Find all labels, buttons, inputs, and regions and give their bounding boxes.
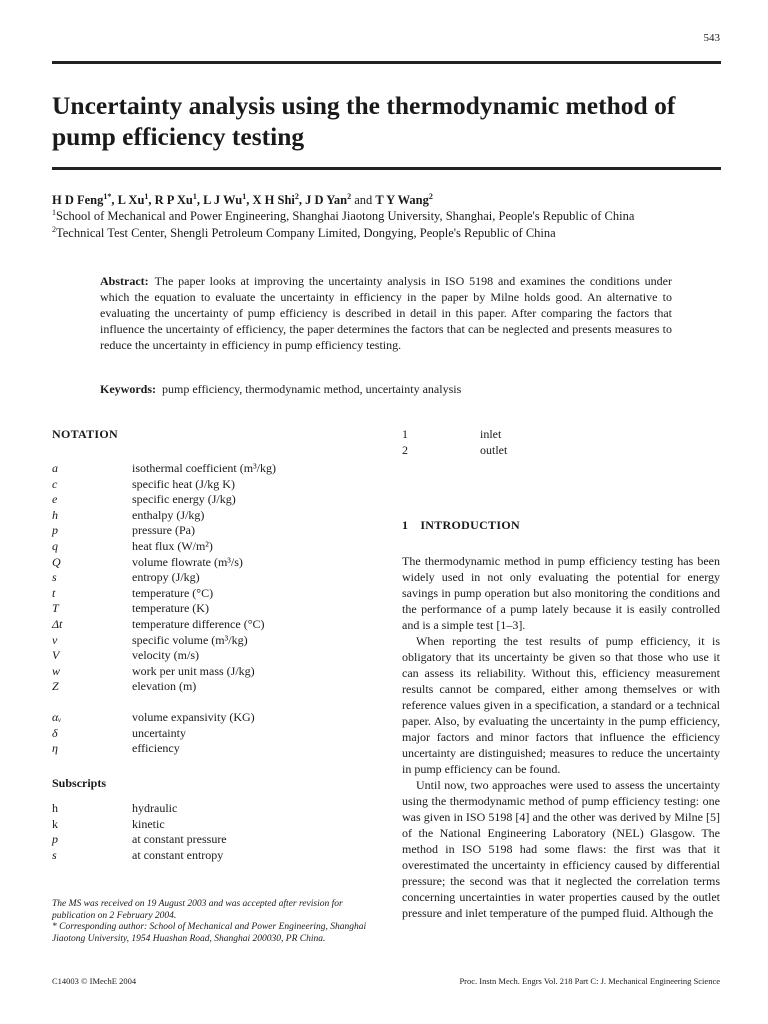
notation-symbol: 1 [402,427,408,441]
author-marker: 2 [294,191,299,201]
notation-row [52,523,372,539]
author-name: T Y Wang [375,193,429,207]
notation-row [402,443,722,459]
notation-symbol: c [52,476,58,491]
section-number: 1 [402,518,409,532]
author-separator: , [246,193,253,207]
notation-symbol: αᵥ [52,709,62,724]
author-list [52,193,433,208]
author-marker: 2 [347,191,352,201]
notation-row [52,679,372,695]
introduction-paragraph: When reporting the test results of pump efficiency, it is obligatory that its uncertainty be given so that those who use it can assess its reliability. Without this, efficiency measurement results cannot be compared, either among themselves or with reference values given in a specification, a standard or a technical paper. Also, by evaluating the uncertainty in the pump efficiency, major factors and minor factors that influence the efficiency uncertainty are distinguished; measures to reduce the uncertainty in pump efficiency can be found. [402,634,720,776]
notation-symbol: Z [52,679,59,694]
notation-description: specific heat (J/kg K) [132,476,235,491]
author-separator: , [111,193,118,207]
notation-symbol: η [52,741,58,756]
page-number: 543 [703,32,720,44]
notation-row [52,601,372,617]
notation-symbol: Δt [52,616,63,631]
notation-row [52,664,372,680]
notation-description: velocity (m/s) [132,648,199,663]
introduction-paragraph: The thermodynamic method in pump efficiency testing has been widely used in not only evaluating the potential for energy savings in pump operation but also monitoring the conditions and the performance of a pump lately because it is easily controlled and is a simple test [1–3]. [402,554,720,632]
notation-symbol: h [52,507,58,522]
notation-description: entropy (J/kg) [132,570,200,585]
notation-description: uncertainty [132,725,186,740]
author-separator: , [148,193,155,207]
notation-symbol: 2 [402,442,408,457]
affiliation-1-marker: 1 [52,207,56,217]
notation-row [52,633,372,649]
notation-row [52,461,372,477]
author-marker: 1* [103,191,112,201]
keywords-text: pump efficiency, thermodynamic method, uncertainty analysis [162,382,462,396]
footer-code: C14003 © IMechE 2004 [52,976,137,986]
notation-gap [52,695,372,710]
notation-row [402,427,722,443]
notation-description: isothermal coefficient (m³/kg) [132,461,276,475]
notation-row [52,848,372,864]
notation-symbol: q [52,538,58,553]
notation-description: specific energy (J/kg) [132,492,236,507]
footer-journal: Proc. Instn Mech. Engrs Vol. 218 Part C: J. Mechanical Engineering Science [459,976,720,986]
notation-description: work per unit mass (J/kg) [132,663,255,678]
notation-description: outlet [480,442,508,457]
notation-symbol: p [52,523,58,538]
abstract-label: Abstract: [100,274,149,288]
notation-description: at constant pressure [132,832,227,847]
notation-row [52,817,372,833]
author-marker: 1 [144,191,149,201]
corresponding-author-note: * Corresponding author: School of Mechanical and Power Engineering, Shanghai Jiaotong University, 1954 Huashan Road, Shanghai 200030, PR China. [52,922,367,944]
notation-symbol: δ [52,725,58,740]
abstract [100,273,672,353]
affiliation-2-marker: 2 [52,224,56,234]
author-separator: , [298,193,306,207]
notation-description: volume flowrate (m³/s) [132,554,243,569]
notation-row [52,539,372,555]
notation-symbol: Q [52,554,61,569]
notation-row [52,508,372,524]
notation-list [52,461,372,757]
notation-symbol: e [52,492,58,507]
notation-symbol: T [52,601,59,616]
notation-row [52,492,372,508]
introduction-body [402,553,720,921]
notation-row [52,726,372,742]
notation-row [52,801,372,817]
affiliation-2 [52,226,556,241]
notation-heading: NOTATION [52,427,118,441]
subscripts-list [52,801,372,863]
author-separator: and [351,193,376,207]
author-name: L Xu [117,193,145,207]
received-note: The MS was received on 19 August 2003 and was accepted after revision for publication on 2 February 2004. [52,899,343,921]
author-marker: 1 [192,191,197,201]
author-marker: 2 [428,191,433,201]
author-name: X H Shi [252,193,295,207]
introduction-paragraph: Until now, two approaches were used to assess the uncertainty using the thermodynamic method of pump efficiency testing: one was given in ISO 5198 [4] and the other was derived by Milne [5] of the National Engineering Laboratory (NEL) Glasgow. The method in ISO 5198 had some flaws: the first was that it overestimated the uncertainty in efficiency caused by differential pressure; the second was that it neglected the correlation terms concerning uncertainties in water properties caused by the outlet pressure and inlet temperature of the pumped fluid. Although the [402,778,720,920]
title-rule [52,167,721,170]
subscripts-list-right [402,427,722,458]
notation-description: temperature difference (°C) [132,616,265,631]
author-name: L J Wu [203,193,243,207]
notation-symbol: k [52,816,58,831]
notation-symbol: s [52,570,57,585]
author-name: H D Feng [52,193,104,207]
notation-row [52,741,372,757]
affiliation-1 [52,209,634,224]
notation-description: enthalpy (J/kg) [132,507,205,522]
top-rule [52,61,721,64]
notation-row [52,555,372,571]
notation-symbol: t [52,585,56,600]
notation-description: temperature (K) [132,601,209,616]
notation-description: efficiency [132,741,180,756]
author-name: J D Yan [305,193,348,207]
section-title: INTRODUCTION [420,518,520,532]
affiliation-1-text: School of Mechanical and Power Engineering, Shanghai Jiaotong University, Shanghai, People's Republic of China [56,209,635,223]
notation-row [52,832,372,848]
notation-description: kinetic [132,816,165,831]
notation-description: elevation (m) [132,679,197,694]
notation-description: pressure (Pa) [132,523,195,538]
notation-symbol: a [52,461,58,475]
keywords-label: Keywords: [100,382,156,396]
notation-symbol: h [52,801,58,815]
notation-row [52,710,372,726]
notation-row [52,570,372,586]
notation-row [52,617,372,633]
notation-symbol: p [52,832,58,847]
paper-title: Uncertainty analysis using the thermodynamic method of pump efficiency testing [52,91,676,151]
notation-description: specific volume (m³/kg) [132,632,248,647]
notation-row [52,648,372,664]
notation-description: at constant entropy [132,847,224,862]
notation-description: temperature (°C) [132,585,214,600]
keywords [100,382,461,397]
notation-description: volume expansivity (KG) [132,709,255,724]
notation-symbol: w [52,663,61,678]
notation-row [52,477,372,493]
notation-description: hydraulic [132,801,178,815]
notation-symbol: v [52,632,58,647]
subscripts-heading: Subscripts [52,776,107,790]
author-marker: 1 [242,191,247,201]
author-separator: , [196,193,204,207]
notation-description: heat flux (W/m²) [132,538,213,553]
affiliation-2-text: Technical Test Center, Shengli Petroleum Company Limited, Dongying, People's Republic of China [56,226,556,240]
introduction-heading [402,518,520,533]
footnote [52,899,377,945]
author-name: R P Xu [154,193,193,207]
notation-symbol: V [52,648,60,663]
notation-row [52,586,372,602]
notation-description: inlet [480,427,502,441]
abstract-text: The paper looks at improving the uncertainty analysis in ISO 5198 and examines the conditions under which the equation to evaluate the uncertainty in efficiency in the paper by Milne holds good. An alternative to evaluating the uncertainty of pump efficiency is described in detail in this paper. After comparing the factors that influence the uncertainty of efficiency, the paper determines the factors that can be neglected and presents measures to reduce the uncertainty in efficiency in pump efficiency testing. [100,274,672,352]
notation-symbol: s [52,847,57,862]
